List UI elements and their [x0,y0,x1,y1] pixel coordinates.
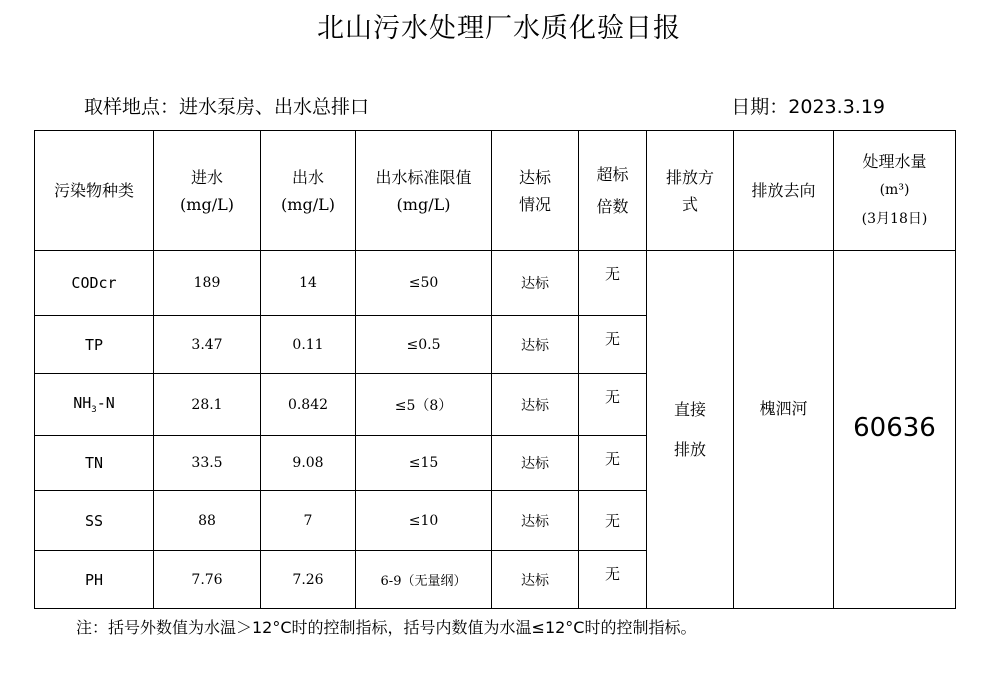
exceed-cell: 无 [579,551,647,609]
pollutant-cell: TP [35,316,154,374]
effluent-cell: 14 [261,251,356,316]
pollutant-cell: SS [35,491,154,551]
header-method: 排放方 式 [647,131,734,251]
limit-cell: ≤50 [356,251,492,316]
influent-cell: 189 [154,251,261,316]
limit-cell: 6-9（无量纲） [356,551,492,609]
effluent-cell: 0.842 [261,374,356,436]
pollutant-cell: $NH_3-N$ [35,374,154,436]
exceed-cell: 无 [579,491,647,551]
report-date: 日期：2023.3.19 [731,96,885,118]
influent-cell: 33.5 [154,436,261,491]
exceed-cell: 无 [579,436,647,491]
influent-cell: 88 [154,491,261,551]
limit-cell: ≤0.5 [356,316,492,374]
header-limit: 出水标准限值 (mg/L) [356,131,492,251]
pollutant-cell: CODcr [35,251,154,316]
status-cell: 达标 [492,316,579,374]
exceed-cell: 无 [579,316,647,374]
pollutant-cell: PH [35,551,154,609]
influent-cell: 28.1 [154,374,261,436]
header-pollutant: 污染物种类 [35,131,154,251]
sampling-location: 取样地点：进水泵房、出水总排口 [84,96,370,118]
table-row [35,251,956,316]
limit-cell: ≤10 [356,491,492,551]
limit-cell: ≤5（8） [356,374,492,436]
discharge-method-cell: 直接 排放 [647,251,734,609]
header-effluent: 出水 (mg/L) [261,131,356,251]
status-cell: 达标 [492,436,579,491]
effluent-cell: 7.26 [261,551,356,609]
pollutant-cell: TN [35,436,154,491]
effluent-cell: 9.08 [261,436,356,491]
report-title: 北山污水处理厂水质化验日报 [317,13,681,44]
status-cell: 达标 [492,251,579,316]
status-cell: 达标 [492,374,579,436]
treated-volume-cell: 60636 [834,251,956,609]
water-quality-table [34,130,956,609]
limit-cell: ≤15 [356,436,492,491]
header-destination: 排放去向 [734,131,834,251]
influent-cell: 7.76 [154,551,261,609]
exceed-cell: 无 [579,251,647,316]
header-volume: 处理水量 (m³) (3月18日) [834,131,956,251]
effluent-cell: 0.11 [261,316,356,374]
footnote: 注：括号外数值为水温＞12°C时的控制指标，括号内数值为水温≤12°C时的控制指标。 [76,618,697,637]
header-influent: 进水 (mg/L) [154,131,261,251]
effluent-cell: 7 [261,491,356,551]
header-compliance: 达标 情况 [492,131,579,251]
header-exceed: 超标 倍数 [579,131,647,251]
influent-cell: 3.47 [154,316,261,374]
discharge-destination-cell: 槐泗河 [734,251,834,609]
header-row [35,131,956,251]
status-cell: 达标 [492,551,579,609]
exceed-cell: 无 [579,374,647,436]
status-cell: 达标 [492,491,579,551]
